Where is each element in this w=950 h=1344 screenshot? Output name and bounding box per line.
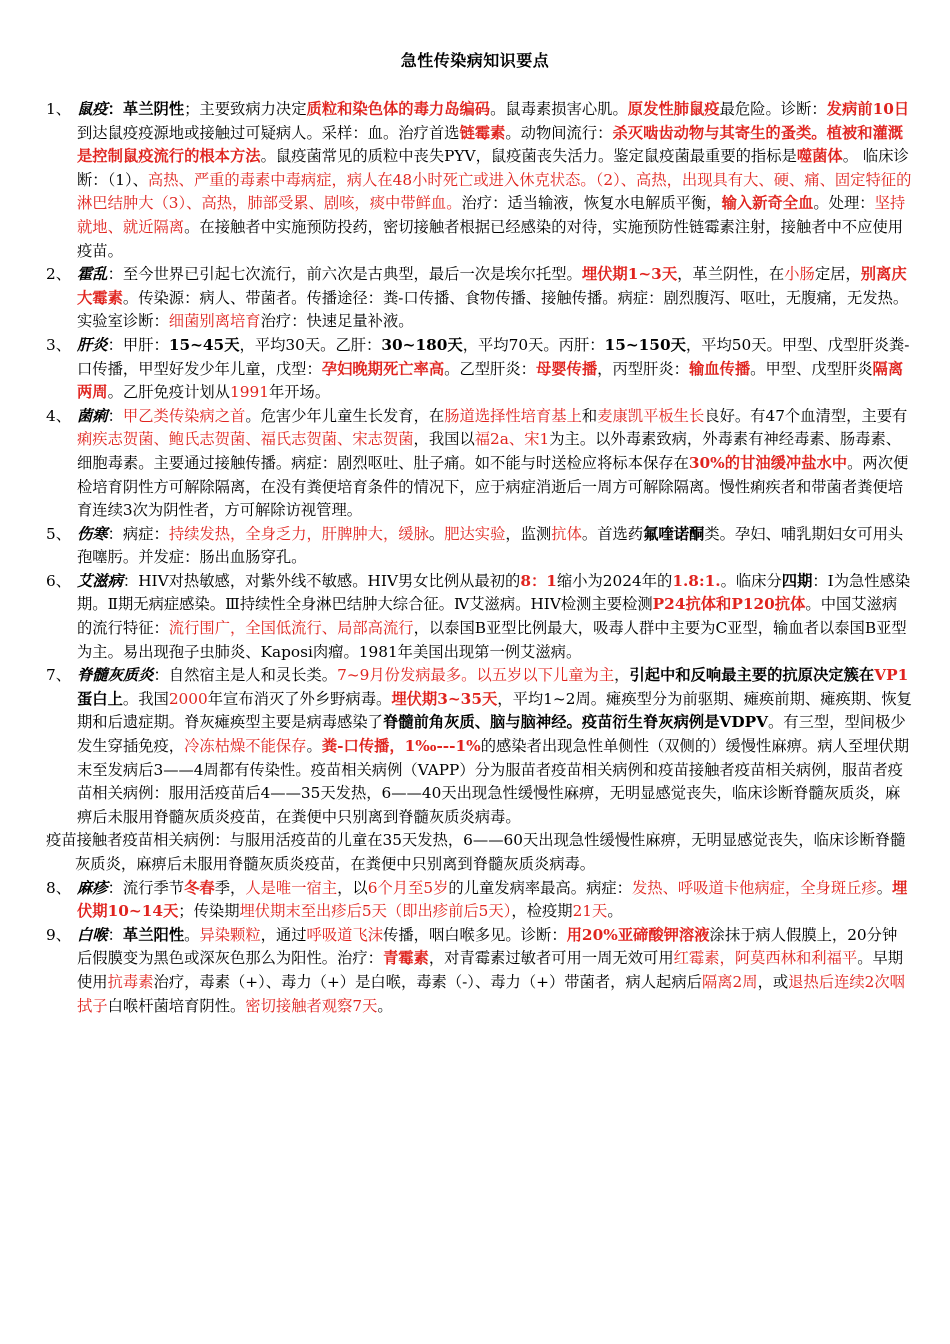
text-segment: 抗体 bbox=[551, 524, 582, 543]
text-segment: 8：1 bbox=[520, 571, 557, 590]
text-segment: 15~150天 bbox=[604, 335, 686, 354]
text-segment: 别离庆大霉素 bbox=[77, 265, 907, 307]
text-segment: 革兰阴性 bbox=[122, 100, 185, 118]
text-segment: ，平均1~2周。瘫痪型分为前驱期、瘫痪前期、瘫痪期、恢复期和后遗症期。脊灰瘫痪型主要是病毒感染了 bbox=[77, 689, 912, 732]
text-segment: 。中国艾滋病的流行特征： bbox=[77, 595, 898, 638]
text-segment: 良好。有47个血清型，主要有 bbox=[704, 406, 908, 425]
item-heading: 鼠疫 bbox=[77, 100, 108, 118]
item-heading: 伤寒 bbox=[77, 524, 108, 543]
text-segment: 6个月至5岁 bbox=[367, 878, 449, 897]
text-segment: 坚持就地、就近隔离 bbox=[77, 194, 906, 236]
item-number: 1、 bbox=[46, 100, 72, 118]
text-segment: 缩小为2024年的 bbox=[556, 571, 673, 590]
text-segment: 的感染者出现急性单侧性（双侧的）缓慢性麻痹。病人至埋伏期末至发病后3——4周都有传染性。疫苗相关病例（VAPP）分为服苗者疫苗相关病例和疫苗接触者疫苗相关病例，服苗者疫苗相关病例：服用活疫苗后4——35天发热，6——40天出现急性缓慢性麻痹，无明显感觉丧失，临床诊断脊髓灰质炎，麻痹后未服用脊髓灰质炎疫苗，在粪便中只别离到脊髓灰质炎病毒。 bbox=[77, 737, 910, 826]
text-segment: 。危害少年儿童生长发育，在 bbox=[245, 406, 445, 425]
text-segment: 高热、严重的毒素中毒病症，病人在48小时死亡或进入休克状态。（2）、高热，出现具有大、硬、痛、固定特征的淋巴结肿大（3）、高热，肺部受累、剧咳，痰中带鲜血。 bbox=[77, 170, 912, 213]
text-segment: 小肠 bbox=[784, 265, 815, 284]
text-segment: 。乙肝免疫计划从 bbox=[107, 383, 230, 402]
text-segment: 粪-口传播，1‰---1% bbox=[321, 737, 481, 756]
text-segment: 。 bbox=[184, 925, 200, 944]
text-segment: 2000 bbox=[168, 689, 208, 708]
text-segment: 发病前10日 bbox=[826, 100, 910, 118]
text-segment: 类。孕妇、哺乳期妇女可用头孢噻肟。并发症：肠出血肠穿孔。 bbox=[77, 524, 904, 567]
text-segment: 。两次便检培育阴性方可解除隔离，在没有粪便培育条件的情况下，应于病症消逝后一周方可解除隔离。慢性痢疾者和带菌者粪便培育连续3次为阴性者，方可解除访视管理。 bbox=[77, 453, 909, 520]
list-item bbox=[46, 924, 912, 1018]
text-segment: 。 临床诊断：（1）、 bbox=[77, 147, 909, 189]
item-number: 5、 bbox=[46, 524, 72, 543]
item-heading: 艾滋病 bbox=[77, 571, 123, 590]
text-segment: 埋伏期末至出疹后5天（即出疹前后5天） bbox=[239, 902, 512, 921]
document-body bbox=[46, 98, 912, 1018]
text-segment: ，检疫期 bbox=[511, 902, 573, 921]
text-segment: ：甲肝： bbox=[107, 335, 169, 354]
text-segment: 。鼠疫菌常见的质粒中丧失PYV，鼠疫菌丧失活力。鉴定鼠疫菌最重要的指标是 bbox=[260, 147, 797, 166]
text-segment: 1.8:1. bbox=[672, 571, 721, 590]
item-number: 7、 bbox=[46, 666, 72, 685]
text-segment: 流行围广，全国低流行、局部高流行 bbox=[168, 619, 414, 638]
text-segment: 麦康凯平板生长 bbox=[597, 406, 705, 425]
item-number: 4、 bbox=[46, 406, 72, 425]
item-number: 8、 bbox=[46, 878, 72, 897]
text-segment: ： bbox=[107, 406, 123, 425]
text-segment: 母婴传播 bbox=[535, 359, 598, 378]
text-segment: 埋伏期1~3天 bbox=[581, 265, 678, 284]
text-segment: 杀灭啮齿动物与其寄生的蚤类。植被和灌溉是控制鼠疫流行的根本方法 bbox=[77, 123, 904, 166]
text-segment: 15~45天 bbox=[168, 335, 240, 354]
list-item bbox=[46, 263, 912, 334]
text-segment: 隔离两周 bbox=[77, 359, 904, 402]
text-segment: 。 bbox=[607, 902, 623, 921]
item-heading: 肝炎 bbox=[77, 335, 108, 354]
text-segment: 用20%亚碲酸钾溶液 bbox=[566, 925, 710, 944]
text-segment: 为主。以外毒素致病，外毒素有神经毒素、肠毒素、细胞毒素。主要通过接触传播。病症：剧烈呕吐、肚子痛。如不能与时送检应将标本保存在 bbox=[77, 430, 902, 472]
text-segment: 输血传播 bbox=[688, 359, 751, 378]
text-segment: 。 bbox=[876, 878, 893, 897]
item-heading: 脊髓灰质炎 bbox=[77, 666, 154, 685]
text-segment: 。早期使用 bbox=[77, 949, 904, 991]
text-segment: ：病症： bbox=[107, 524, 169, 543]
text-segment: 30%的甘油缓冲盐水中 bbox=[688, 453, 848, 472]
text-segment: 传播，咽白喉多见。诊断： bbox=[383, 925, 567, 944]
text-segment: ，革兰阴性，在 bbox=[677, 265, 785, 284]
text-segment: 7~9月份发病最多。以五岁以下儿童为主 bbox=[337, 666, 615, 685]
text-segment: 定居， bbox=[814, 265, 861, 284]
text-segment: 密切接触者观察7天 bbox=[245, 996, 378, 1015]
text-segment: 革兰阳性 bbox=[122, 925, 185, 944]
text-segment: 。动物间流行： bbox=[505, 123, 613, 142]
list-item bbox=[46, 664, 912, 829]
text-segment: 。乙型肝炎： bbox=[444, 359, 536, 378]
text-segment: 福2a、宋1 bbox=[474, 430, 550, 449]
list-item bbox=[46, 877, 912, 924]
list-item bbox=[46, 405, 912, 523]
text-segment: 。我国 bbox=[122, 689, 169, 708]
vaccine-contact-note: 疫苗接触者疫苗相关病例：与服用活疫苗的儿童在35天发热，6——60天出现急性缓慢性麻痹，无明显感觉丧失，临床诊断脊髓灰质炎，麻痹后未服用脊髓灰质炎疫苗，在粪便中只别离到脊髓灰质炎病毒。 bbox=[46, 831, 906, 873]
text-segment: ，以泰国B亚型比例最大，吸毒人群中主要为C亚型，输血者以泰国B亚型为主。易出现孢子虫肺炎、Kaposi肉瘤。1981年美国出现第一例艾滋病。 bbox=[77, 619, 907, 661]
text-segment: 。有三型，型间极少发生穿插免疫， bbox=[77, 713, 906, 756]
text-segment: 原发性肺鼠疫 bbox=[627, 100, 720, 118]
text-segment: 治疗，毒素（+）、毒力（+）是白喉，毒素（-）、毒力（+）带菌者，病人起病后 bbox=[153, 972, 702, 991]
list-item bbox=[46, 98, 912, 263]
text-segment: 。 bbox=[377, 996, 393, 1015]
text-segment: 。处理： bbox=[813, 194, 875, 213]
text-segment: 退热后连续2次咽拭子 bbox=[77, 972, 905, 1015]
knowledge-list-continued bbox=[46, 877, 912, 1019]
text-segment: 红霉素，阿莫西林和利福平 bbox=[673, 949, 858, 968]
text-segment: 涂抹于病人假膜上，20分钟后假膜变为黑色或深灰色那么为阳性。治疗： bbox=[77, 925, 898, 968]
text-segment: ，平均30天。乙肝： bbox=[239, 335, 382, 354]
text-segment: 青霉素 bbox=[382, 949, 429, 968]
text-segment: 异染颗粒 bbox=[199, 925, 261, 944]
text-segment: ：至今世界已引起七次流行，前六次是古典型，最后一次是埃尔托型。 bbox=[107, 265, 582, 284]
text-segment: 隔离2周 bbox=[701, 972, 758, 991]
text-segment: 1991 bbox=[230, 383, 269, 402]
text-segment: ，监测 bbox=[505, 524, 552, 543]
text-segment: 。传染源：病人、带菌者。传播途径：粪-口传播、食物传播、接触传播。病症：剧烈腹泻、呕吐，无腹痛，无发热。实验室诊断： bbox=[77, 288, 909, 331]
text-segment: 人是唯一宿主 bbox=[245, 878, 338, 897]
text-segment: 。 bbox=[306, 737, 322, 756]
text-segment: 治疗：适当输液，恢复水电解质平衡， bbox=[461, 194, 722, 213]
text-segment: ：自然宿主是人和灵长类。 bbox=[153, 666, 338, 685]
text-segment: ；主要致病力决定 bbox=[184, 100, 307, 118]
text-segment: 发热、呼吸道卡他病症，全身斑丘疹 bbox=[631, 878, 877, 897]
text-segment: ：HIV对热敏感，对紫外线不敏感。HIV男女比例从最初的 bbox=[122, 571, 521, 590]
text-segment: ；传染期 bbox=[178, 902, 240, 921]
list-item bbox=[46, 334, 912, 405]
text-segment: 季， bbox=[214, 878, 246, 897]
text-segment: ，对青霉素过敏者可用一周无效可用 bbox=[428, 949, 674, 968]
item-number: 6、 bbox=[46, 571, 72, 590]
text-segment: 最危险。诊断： bbox=[719, 100, 827, 118]
text-segment: 。 bbox=[428, 524, 445, 543]
text-segment: 肠道选择性培育基上 bbox=[444, 406, 582, 425]
text-segment: ，平均70天。丙肝： bbox=[462, 335, 605, 354]
text-segment: 脊髓前角灰质、脑与脑神经。疫苗衍生脊灰病例是VDPV bbox=[382, 713, 768, 732]
text-segment: ， bbox=[614, 666, 630, 685]
knowledge-list bbox=[46, 98, 912, 829]
text-segment: 30~180天 bbox=[381, 335, 463, 354]
text-segment: 。首选药 bbox=[581, 524, 644, 543]
text-segment: 。甲型、戊型肝炎 bbox=[750, 359, 873, 378]
text-segment: 冬春 bbox=[184, 878, 215, 897]
text-segment: 孕妇晚期死亡率高 bbox=[321, 359, 445, 378]
item-number: 3、 bbox=[46, 335, 72, 354]
text-segment: 到达鼠疫疫源地或接触过可疑病人。采样：血。治疗首选 bbox=[77, 123, 460, 142]
item-heading: 麻疹 bbox=[77, 878, 108, 897]
item-heading: 白喉 bbox=[77, 925, 108, 944]
text-segment: ：流行季节 bbox=[107, 878, 185, 897]
item-heading: 霍乱 bbox=[77, 265, 108, 284]
text-segment: ，丙型肝炎： bbox=[597, 359, 689, 378]
text-segment: 。在接触者中实施预防投药，密切接触者根据已经感染的对待，实施预防性链霉素注射，接触者中不应使用疫苗。 bbox=[77, 217, 904, 260]
text-segment: 。鼠毒素损害心肌。 bbox=[490, 100, 628, 118]
page-title: 急性传染病知识要点 bbox=[400, 51, 550, 70]
text-segment: ： bbox=[107, 100, 123, 118]
text-segment: 埋伏期3~35天 bbox=[391, 689, 498, 708]
text-segment: 抗毒素 bbox=[107, 972, 154, 991]
text-segment: 质粒和染色体的毒力岛编码 bbox=[306, 100, 491, 118]
item-heading: 菌痢 bbox=[77, 406, 108, 425]
text-segment: ，平均50天。甲型、戊型肝炎粪-口传播，甲型好发少年儿童，戊型： bbox=[77, 335, 910, 378]
text-segment: 细菌别离培育 bbox=[168, 312, 261, 331]
text-segment: 四期 bbox=[781, 571, 813, 590]
text-segment: 链霉素 bbox=[459, 123, 506, 142]
text-segment: 埋伏期10~14天 bbox=[77, 878, 908, 921]
text-segment: 蛋白上 bbox=[77, 689, 123, 708]
text-segment: 年宣布消灭了外乡野病毒。 bbox=[207, 689, 392, 708]
text-segment: 输入新奇全血 bbox=[721, 194, 814, 213]
text-segment: ：Ⅰ为急性感染期。Ⅱ期无病症感染。Ⅲ持续性全身淋巴结肿大综合征。Ⅳ艾滋病。HIV检测主要检测 bbox=[77, 571, 911, 614]
text-segment: 治疗：快速足量补液。 bbox=[260, 312, 414, 331]
list-item bbox=[46, 570, 912, 664]
text-segment: 噬菌体 bbox=[796, 147, 843, 166]
text-segment: 冷冻枯燥不能保存 bbox=[184, 737, 307, 756]
text-segment: P24抗体和P120抗体 bbox=[652, 595, 806, 614]
text-segment: VP1 bbox=[874, 666, 909, 685]
text-segment: 引起中和反响最主要的抗原决定簇在 bbox=[629, 666, 875, 685]
text-segment: ，通过 bbox=[260, 925, 307, 944]
text-segment: 白喉杆菌培育阴性。 bbox=[107, 996, 246, 1015]
text-segment: 甲乙类传染病之首 bbox=[122, 406, 246, 425]
text-segment: 和 bbox=[581, 406, 598, 425]
text-segment: 痢疾志贺菌、鲍氏志贺菌、福氏志贺菌、宋志贺菌 bbox=[77, 430, 414, 449]
text-segment: ： bbox=[107, 925, 123, 944]
item-number: 2、 bbox=[46, 265, 72, 284]
text-segment: 的儿童发病率最高。病症： bbox=[448, 878, 632, 897]
text-segment: 氟喹诺酮 bbox=[643, 524, 705, 543]
list-item bbox=[46, 523, 912, 570]
text-segment: 年开场。 bbox=[268, 383, 331, 402]
text-segment: 呼吸道飞沫 bbox=[306, 925, 384, 944]
text-segment: 肥达实验 bbox=[444, 524, 506, 543]
text-segment: 持续发热，全身乏力，肝脾肿大，缓脉 bbox=[168, 524, 429, 543]
text-segment: ，以 bbox=[337, 878, 368, 897]
item-number: 9、 bbox=[46, 925, 72, 944]
text-segment: ，或 bbox=[757, 972, 789, 991]
text-segment: 21天 bbox=[572, 902, 608, 921]
text-segment: 。临床分 bbox=[720, 571, 782, 590]
text-segment: ，我国以 bbox=[413, 430, 475, 449]
